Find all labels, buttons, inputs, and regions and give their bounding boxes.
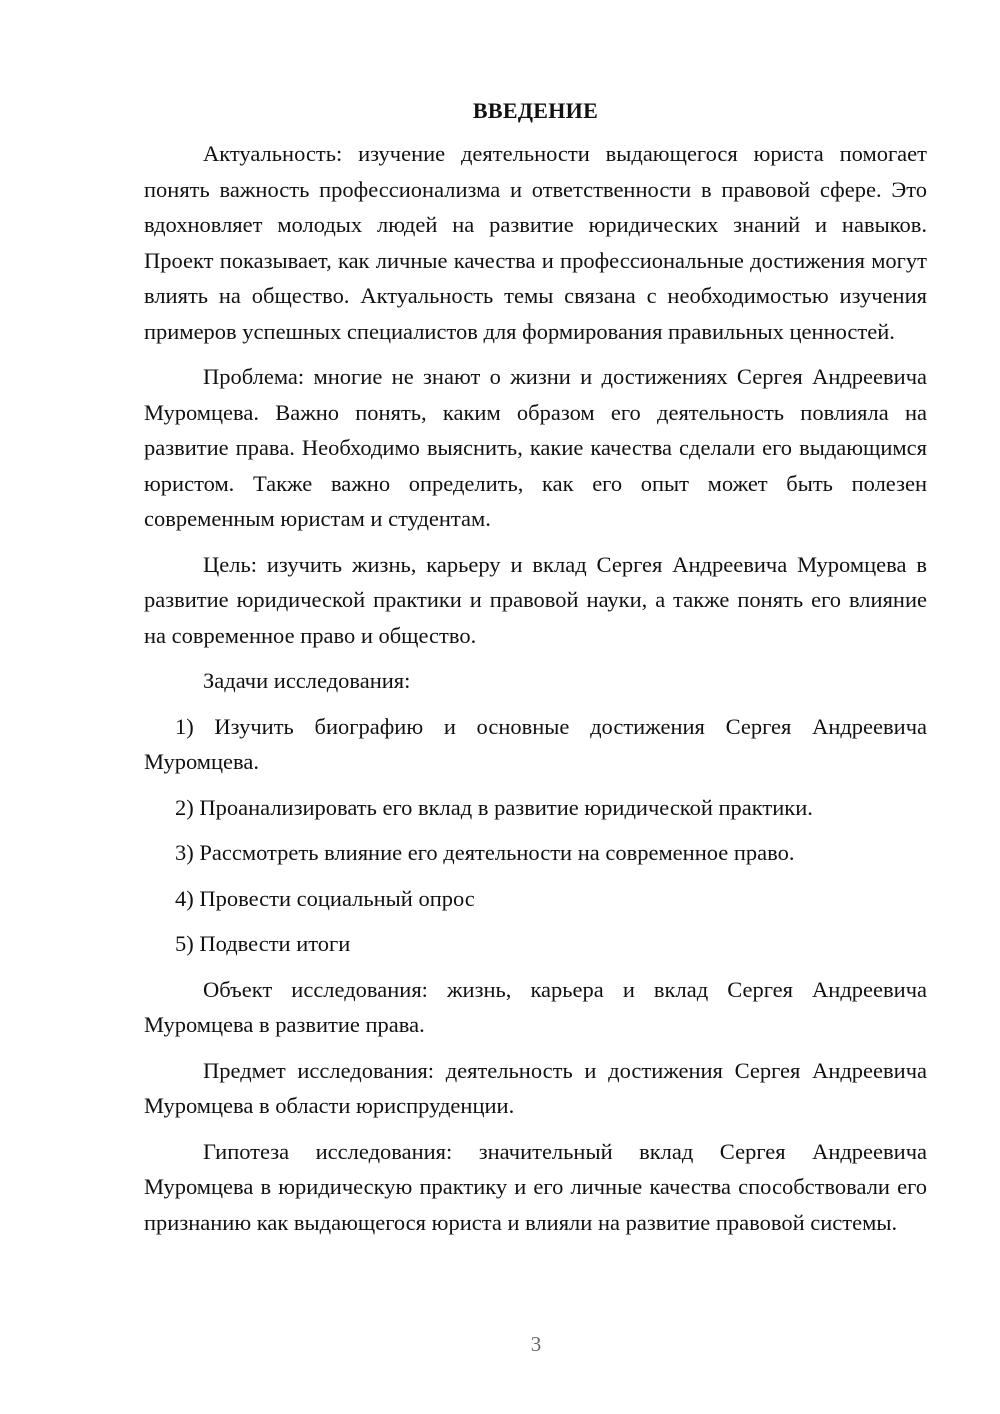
goal-paragraph: Цель: изучить жизнь, карьеру и вклад Сергея Андреевича Муромцева в развитие юридической практики и правовой науки, а также понять его влияние на современное право и общество.: [144, 551, 927, 648]
problem-paragraph: Проблема: многие не знают о жизни и достижениях Сергея Андреевича Муромцева. Важно понять, каким образом его деятельность повлияла на развитие права. Необходимо выяснить, какие качества сделали его выдающимся юристом. Также важно определить, как его опыт может быть полезен современным юристам и студентам.: [144, 364, 927, 531]
hypothesis-paragraph: Гипотеза исследования: значительный вклад Сергея Андреевича Муромцева в юридическую практику и его личные качества способствовали его признанию как выдающегося юриста и влияли на развитие правовой системы.: [144, 1138, 927, 1235]
page-number: 3: [530, 1332, 542, 1356]
tasks-heading: Задачи исследования:: [203, 668, 411, 693]
task-item-2: 2) Проанализировать его вклад в развитие юридической практики.: [175, 794, 813, 820]
relevance-paragraph: Актуальность: изучение деятельности выдающегося юриста помогает понять важность профессионализма и ответственности в правовой сфере. Это вдохновляет молодых людей на развитие юридических знаний и навыков. Проект показывает, как личные качества и профессиональные достижения могут влиять на общество. Актуальность темы связана с необходимостью изучения примеров успешных специалистов для формирования правильных ценностей.: [144, 141, 927, 344]
page-title: ВВЕДЕНИЕ: [472, 98, 599, 123]
task-item-5: 5) Подвести итоги: [175, 931, 351, 956]
document-page: [144, 96, 927, 1250]
task-item-4: 4) Провести социальный опрос: [175, 885, 475, 911]
task-item-3: 3) Рассмотреть влияние его деятельности на современное право.: [175, 840, 795, 865]
subject-paragraph: Предмет исследования: деятельность и достижения Сергея Андреевича Муромцева в области юриспруденции.: [144, 1057, 927, 1118]
task-item-1: 1) Изучить биографию и основные достижения Сергея Андреевича Муромцева.: [144, 713, 927, 774]
object-paragraph: Объект исследования: жизнь, карьера и вклад Сергея Андреевича Муромцева в развитие права.: [144, 976, 927, 1037]
